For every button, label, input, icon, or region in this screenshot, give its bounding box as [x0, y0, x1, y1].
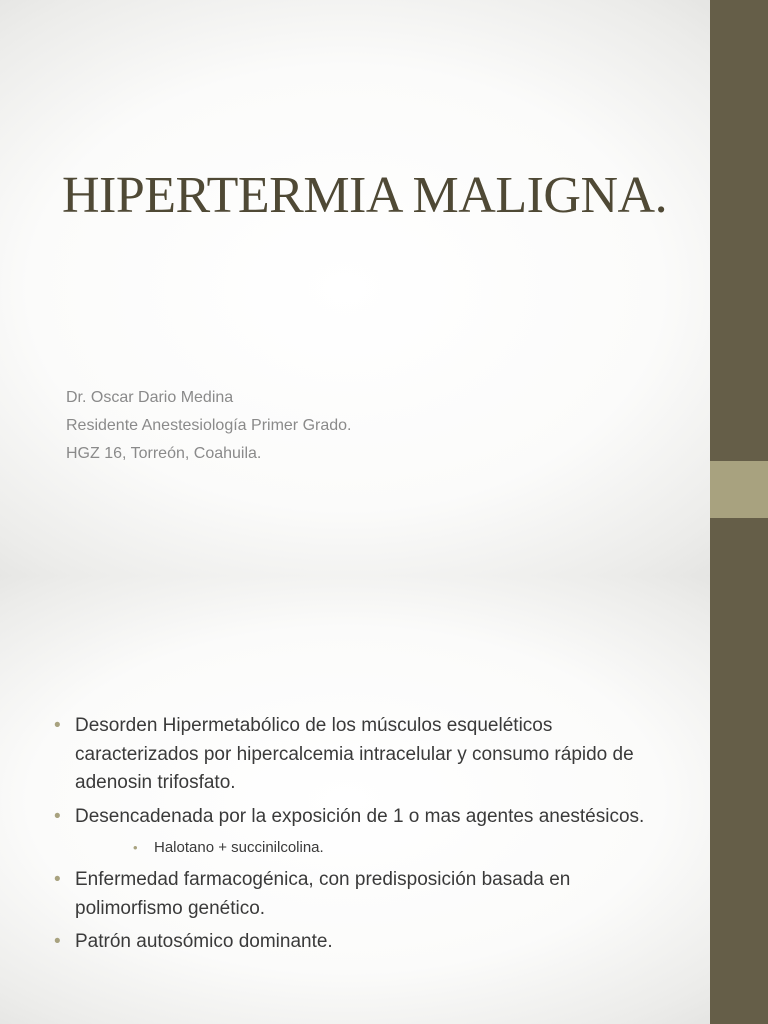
subtitle-line-author: Dr. Oscar Dario Medina [66, 389, 234, 406]
bullet-text: Patrón autosómico dominante. [75, 931, 333, 952]
bullet-icon: • [54, 715, 61, 736]
bullet-icon: • [133, 840, 138, 855]
bullet-item [54, 712, 654, 798]
bullet-text: Enfermedad farmacogénica, con predisposición basada en polimorfismo genético. [75, 869, 571, 919]
content-slide [0, 576, 768, 1024]
bullet-item [54, 866, 654, 923]
bullet-icon: • [54, 805, 61, 827]
bullet-item [54, 803, 654, 832]
bullet-list [54, 712, 654, 962]
sub-bullet-item [133, 836, 654, 860]
slide-title: HIPERTERMIA MALIGNA. [62, 167, 668, 224]
bullet-text: Desencadenada por la exposición de 1 o mas agentes anestésicos. [75, 805, 645, 827]
bullet-text: Desorden Hipermetabólico de los músculos esqueléticos caracterizados por hipercalcemia intracelular y consumo rápido de adenosin trifosfato. [75, 715, 634, 793]
sidebar-accent-block [710, 461, 768, 518]
bullet-text: Halotano + succinilcolina. [154, 839, 324, 856]
bullet-icon: • [54, 931, 61, 952]
slide-subtitle [66, 384, 666, 468]
subtitle-line-role: Residente Anestesiología Primer Grado. [66, 417, 352, 434]
slide-sidebar [710, 576, 768, 1024]
bullet-icon: • [54, 869, 61, 890]
subtitle-line-location: HGZ 16, Torreón, Coahuila. [66, 445, 262, 462]
bullet-item [54, 928, 654, 957]
